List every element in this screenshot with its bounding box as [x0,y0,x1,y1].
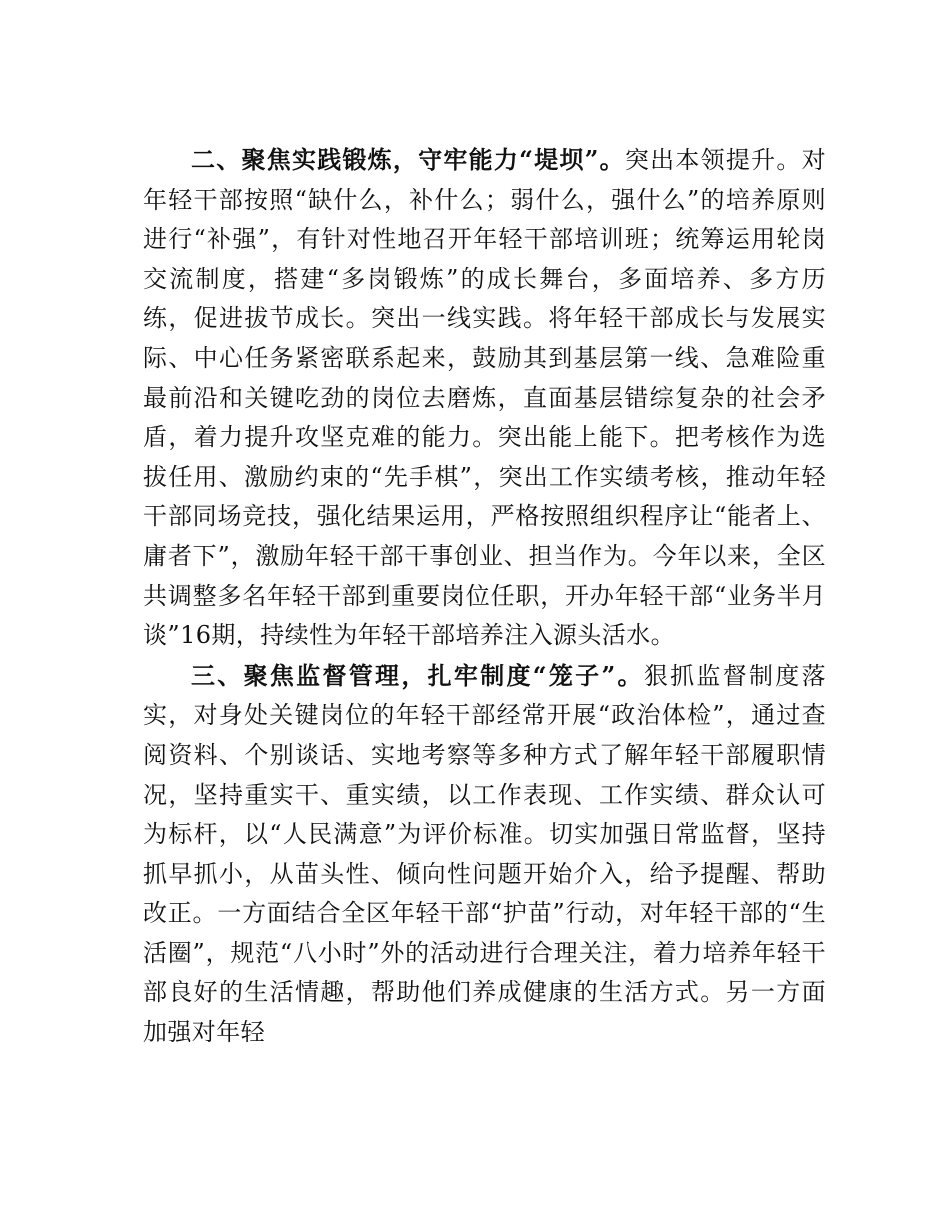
section-heading-supervision-management: 三、聚焦监督管理，扎牢制度“笼子”。 [191,660,644,690]
paragraph-text: 狠抓监督制度落实，对身处关键岗位的年轻干部经常开展“政治体检”，通过查阅资料、个别谈话、实地考察等多种方式了解年轻干部履职情况，坚持重实干、重实绩，以工作表现、工作实绩、群众认可为标杆，以“人民满意”为评价标准。切实加强日常监督，坚持抓早抓小，从苗头性、倾向性问题开始介入，给予提醒、帮助改正。一方面结合全区年轻干部“护苗”行动，对年轻干部的“生活圈”，规范“八小时”外的活动进行合理关注，着力培养年轻干部良好的生活情趣，帮助他们养成健康的生活方式。另一方面加强对年轻 [143,661,826,1047]
paragraph-supervision-management [143,656,826,1053]
paragraph-text: 突出本领提升。对年轻干部按照“缺什么，补什么；弱什么，强什么”的培养原则进行“补强”，有针对性地召开年轻干部培训班；统筹运用轮岗交流制度，搭建“多岗锻炼”的成长舞台，多面培养、多方历练，促进拔节成长。突出一线实践。将年轻干部成长与发展实际、中心任务紧密联系起来，鼓励其到基层第一线、急难险重最前沿和关键吃劲的岗位去磨炼，直面基层错综复杂的社会矛盾，着力提升攻坚克难的能力。突出能上能下。把考核作为选拔任用、激励约束的“先手棋”，突出工作实绩考核，推动年轻干部同场竞技，强化结果运用，严格按照组织程序让“能者上、庸者下”，激励年轻干部干事创业、担当作为。今年以来，全区共调整多名年轻干部到重要岗位任职，开办年轻干部“业务半月谈”16期，持续性为年轻干部培养注入源头活水。 [143,146,826,650]
document-body [143,140,826,1053]
section-heading-practice-training: 二、聚焦实践锻炼，守牢能力“堤坝”。 [191,145,625,174]
paragraph-practice-training [143,140,826,656]
